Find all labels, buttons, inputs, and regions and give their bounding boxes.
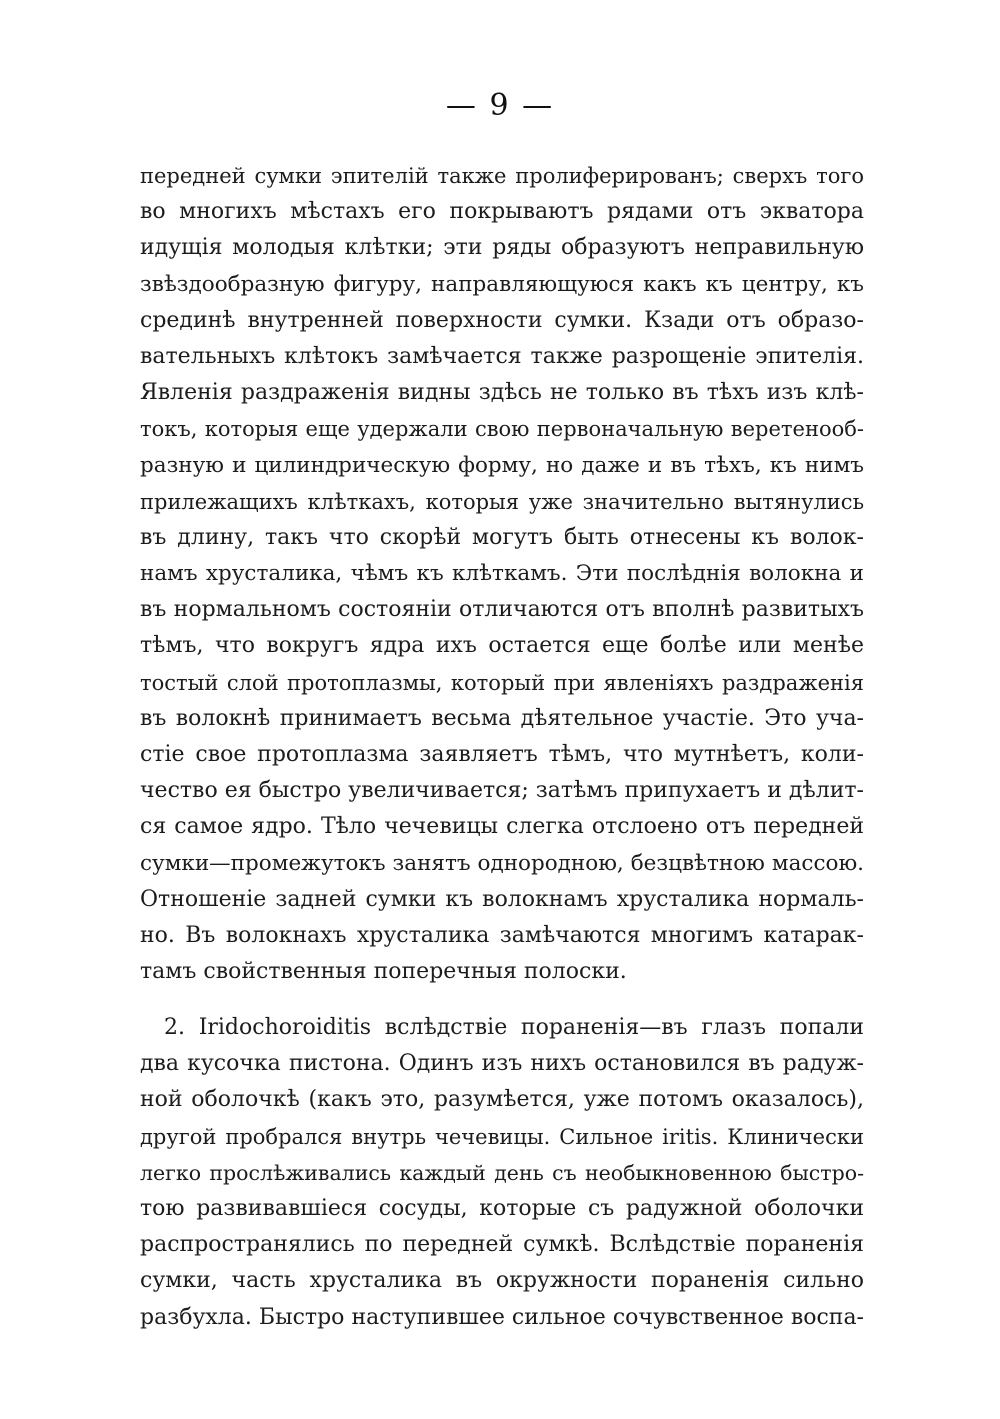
text-line: тамъ свойственныя поперечныя полоски. (140, 959, 627, 985)
text-line: два кусочка пистона. Одинъ изъ нихъ остановился въ радуж- (140, 1051, 864, 1077)
text-line: въ волокнѣ принимаетъ весьма дѣятельное участіе. Это уча- (140, 705, 864, 731)
text-line: чество ея быстро увеличивается; затѣмъ припухаетъ и дѣлит- (140, 778, 864, 804)
text-line: разбухла. Быстро наступившее сильное сочувственное воспа- (140, 1304, 864, 1330)
text-line: сумки—промежутокъ занятъ однородною, безцвѣтною массою. (140, 850, 864, 876)
text-line: прилежащихъ клѣткахъ, которыя уже значительно вытянулись (140, 489, 864, 514)
text-line: 2. Iridochoroiditis вслѣдствіе пораненія—въ глазъ попали (164, 1015, 864, 1040)
text-line: ся самое ядро. Тѣло чечевицы слегка отслоено отъ передней (140, 814, 864, 840)
text-line: тостый слой протоплазмы, который при явленіяхъ раздраженія (140, 670, 864, 695)
text-line: во многихъ мѣстахъ его покрываютъ рядами отъ экватора (140, 199, 864, 225)
text-line: намъ хрусталика, чѣмъ къ клѣткамъ. Эти послѣднія волокна и (140, 561, 864, 587)
text-line: тою развивавшіеся сосуды, которые съ радужной оболочки (140, 1195, 864, 1221)
text-line: вательныхъ клѣтокъ замѣчается также разрощеніе эпителія. (140, 343, 864, 369)
text-line: сумки, часть хрусталика въ окружности пораненія сильно (140, 1268, 864, 1294)
text-line: тѣмъ, что вокругъ ядра ихъ остается еще болѣе или менѣе (140, 633, 864, 659)
text-line: передней сумки эпителій также пролиферированъ; сверхъ того (140, 164, 864, 188)
text-line: звѣздообразную фигуру, направляющуюся какъ къ центру, къ (140, 271, 864, 297)
text-line: ной оболочкѣ (какъ это, разумѣется, уже потомъ оказалось), (140, 1087, 864, 1113)
page-number: — 9 — (445, 88, 555, 123)
text-line: въ нормальномъ состояніи отличаются отъ вполнѣ развитыхъ (140, 597, 864, 623)
text-line: легко прослѣживались каждый день съ необыкновенною быстро- (140, 1160, 864, 1185)
text-line: другой пробрался внутрь чечевицы. Сильное iritis. Клинически (140, 1124, 864, 1149)
paragraph-2 (140, 1010, 864, 1336)
text-line: стіе свое протоплазма заявляетъ тѣмъ, что мутнѣетъ, коли- (140, 742, 864, 767)
text-line: но. Въ волокнахъ хрусталика замѣчаются многимъ катарак- (140, 922, 864, 948)
text-line: идущія молодыя клѣтки; эти ряды образуютъ неправильную (140, 235, 864, 261)
text-line: Отношеніе задней сумки къ волокнамъ хрусталика нормаль- (140, 886, 864, 912)
text-line: токъ, которыя еще удержали свою первоначальную веретенооб- (140, 417, 864, 442)
text-line: распространялись по передней сумкѣ. Вслѣдствіе пораненія (140, 1232, 864, 1258)
paragraph-1 (140, 158, 864, 990)
text-line: разную и цилиндрическую форму, но даже и въ тѣхъ, къ нимъ (140, 452, 864, 478)
text-line: срединѣ внутренней поверхности сумки. Кзади отъ образо- (140, 307, 864, 333)
text-line: Явленія раздраженія видны здѣсь не только въ тѣхъ изъ клѣ- (140, 380, 864, 406)
text-line: въ длину, такъ что скорѣй могутъ быть отнесены къ волок- (140, 524, 864, 550)
